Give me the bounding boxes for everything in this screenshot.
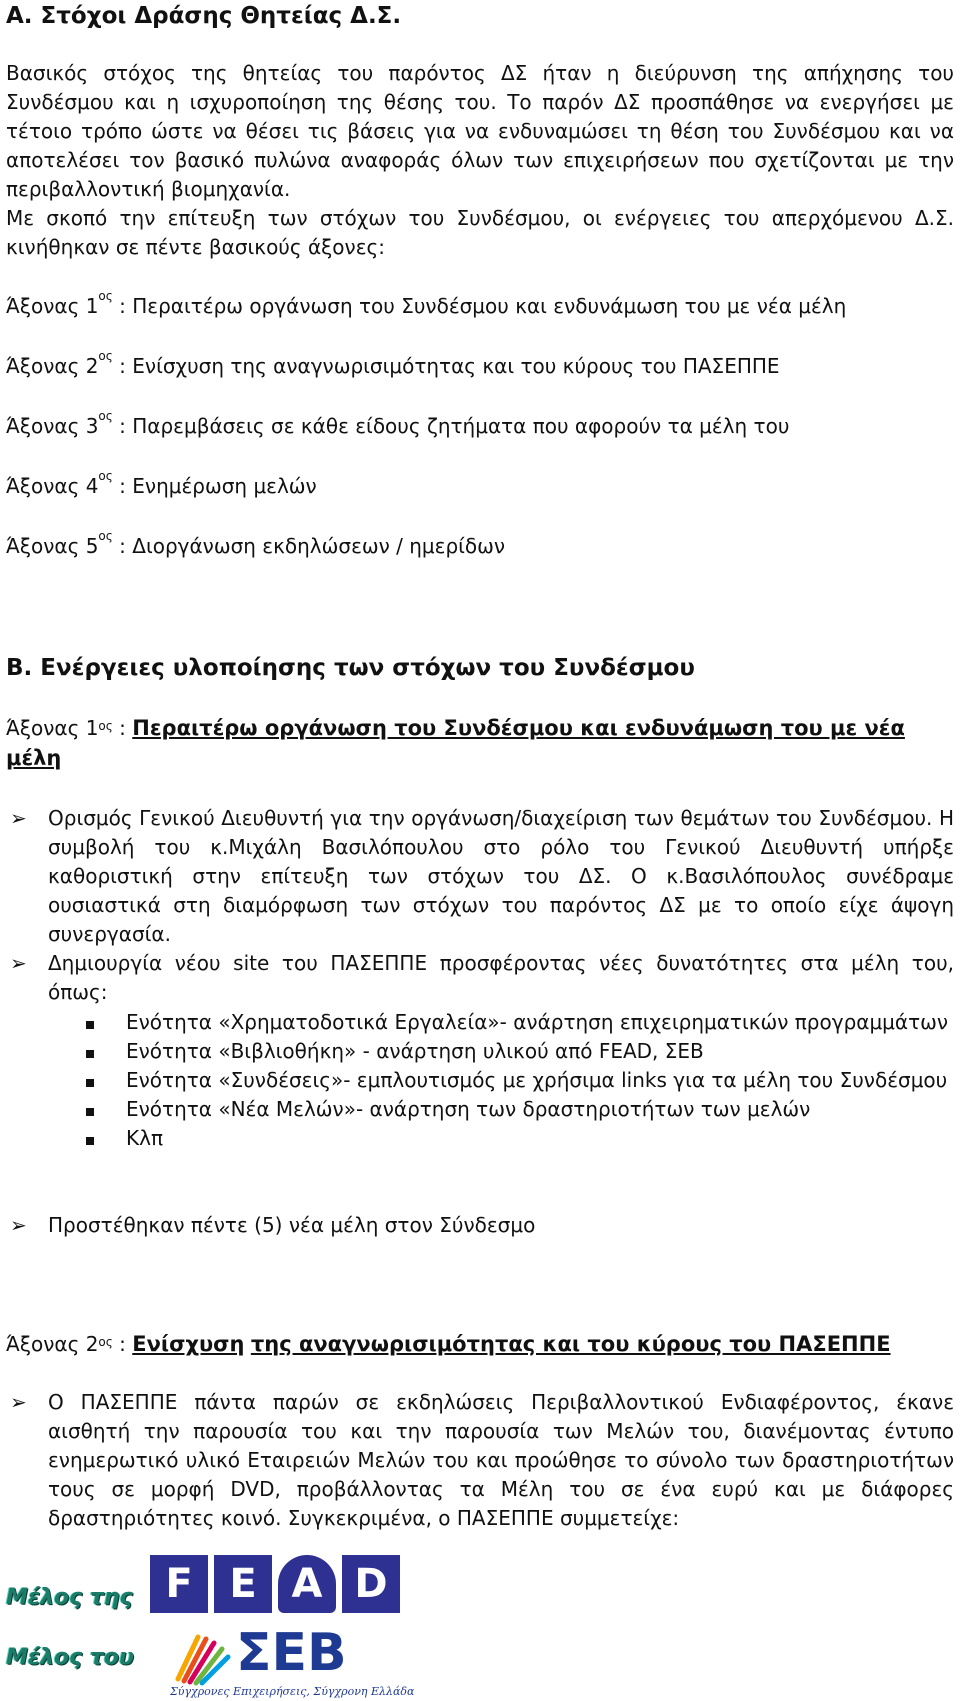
axis-4-prefix: Άξονας 4: [6, 474, 99, 498]
section-a-paragraph-1: Βασικός στόχος της θητείας του παρόντος ΔΣ ήταν η διεύρυνση της απήχησης του Συνδέσμου και η ισχυροποίηση της θέσης του. Το παρόν ΔΣ προσπάθησε να ενεργήσει με τέτοιο τρόπο ώστε να θέσει τις βάσεις για να ενδυναμώσει τη θέση του Συνδέσμου και να αποτελέσει τον βασικό πυλώνα αναφοράς όλων των επιχειρήσεων που σχετίζονται με την περιβαλλοντική βιομηχανία.: [6, 61, 954, 201]
axis-1-text: : Περαιτέρω οργάνωση του Συνδέσμου και ενδυνάμωση του με νέα μέλη: [112, 294, 847, 318]
section-a-paragraph-2: Με σκοπό την επίτευξη των στόχων του Συνδέσμου, οι ενέργειες του απερχόμενου Δ.Σ. κινήθηκαν σε πέντε βασικούς άξονες:: [6, 206, 954, 259]
axis-3-sup: ος: [98, 409, 113, 423]
axis-1-line: [6, 289, 954, 321]
arrow-bullet-icon: ➢: [10, 806, 27, 830]
list-item-bullet-4: [6, 1388, 954, 1533]
b-axis-1-title: Περαιτέρω οργάνωση του Συνδέσμου και ενδυνάμωση του με νέα μέλη: [6, 716, 905, 770]
sub-bullet-list: [0, 1008, 954, 1153]
axis-4-line: [6, 469, 954, 501]
seb-swoosh-icon: [170, 1625, 232, 1687]
square-bullet-icon: [0, 1124, 126, 1153]
sub-bullet-item: [0, 1066, 954, 1095]
sub-bullet-item: [0, 1037, 954, 1066]
section-b-axis-2-heading: [6, 1330, 954, 1359]
member-of-seb-label: Μέλος του: [6, 1645, 134, 1670]
list-item-bullet-2: [6, 949, 954, 1007]
square-bullet-icon: [0, 1095, 126, 1124]
seb-logo: [170, 1623, 415, 1699]
list-item-bullet-3: [6, 1211, 954, 1240]
axis-1-prefix: Άξονας 1: [6, 294, 99, 318]
b-axis-1-sep: :: [112, 716, 133, 740]
axis-1-sup: ος: [98, 289, 113, 303]
section-b-title-text: Ενέργειες υλοποίησης των στόχων του Συνδέσμου: [40, 655, 695, 681]
sub-bullet-5-text: Κλπ: [126, 1126, 163, 1150]
axis-2-prefix: Άξονας 2: [6, 354, 99, 378]
sub-bullet-1-text: Ενότητα «Χρηματοδοτικά Εργαλεία»- ανάρτηση επιχειρηματικών προγραμμάτων: [126, 1010, 949, 1034]
bullet-3-text: Προστέθηκαν πέντε (5) νέα μέλη στον Σύνδεσμο: [48, 1213, 536, 1237]
axis-3-prefix: Άξονας 3: [6, 414, 99, 438]
list-item-bullet-1: [6, 804, 954, 949]
b-axis-1-sup: ος: [98, 719, 113, 733]
bullet-2-text: Δημιουργία νέου site του ΠΑΣΕΠΠΕ προσφέροντας νέες δυνατότητες στα μέλη του, όπως:: [48, 951, 954, 1004]
axis-5-line: [6, 529, 954, 561]
bullet-4-text: Ο ΠΑΣΕΠΠΕ πάντα παρών σε εκδηλώσεις Περιβαλλοντικού Ενδιαφέροντος, έκανε αισθητή την παρουσία του και την παρουσία των Μελών του, διανέμοντας έντυπο ενημερωτικό υλικό Εταιρειών Μελών του και προώθησε το σύνολο των δραστηριοτήτων τους σε μορφή DVD, προβάλλοντας τα Μέλη του σε ένα ευρύ και με διάφορες δραστηριότητες κοινό. Συγκεκριμένα, ο ΠΑΣΕΠΠΕ συμμετείχε:: [48, 1390, 954, 1530]
sub-bullet-item: [0, 1008, 954, 1037]
axis-2-line: [6, 349, 954, 381]
fead-letter: D: [342, 1555, 400, 1613]
sub-bullet-item: [0, 1124, 954, 1153]
axis-5-prefix: Άξονας 5: [6, 534, 99, 558]
sub-bullet-3-text: Ενότητα «Συνδέσεις»- εμπλουτισμός με χρήσιμα links για τα μέλη του Συνδέσμου: [126, 1068, 948, 1092]
square-bullet-icon: [0, 1008, 126, 1037]
axis-3-line: [6, 409, 954, 441]
section-b-title: [6, 654, 695, 682]
axis-2-sup: ος: [98, 349, 113, 363]
sub-bullet-4-text: Ενότητα «Νέα Μελών»- ανάρτηση των δραστηριοτήτων των μελών: [126, 1097, 811, 1121]
seb-tagline: Σύγχρονες Επιχειρήσεις, Σύγχρονη Ελλάδα: [170, 1685, 415, 1698]
square-bullet-icon: [0, 1066, 126, 1095]
square-bullet-icon: [0, 1037, 126, 1066]
sub-bullet-item: [0, 1095, 954, 1124]
b-axis-1-prefix: Άξονας 1: [6, 716, 99, 740]
arrow-bullet-icon: ➢: [10, 1213, 27, 1237]
axis-4-text: : Ενημέρωση μελών: [112, 474, 317, 498]
fead-letter: A: [278, 1555, 336, 1613]
seb-logo-text: ΣΕΒ: [236, 1623, 347, 1683]
section-b-axis-1-heading: [6, 713, 954, 773]
b-axis-2-prefix: Άξονας 2: [6, 1332, 99, 1356]
axis-5-sup: ος: [98, 529, 113, 543]
sub-bullet-2-text: Ενότητα «Βιβλιοθήκη» - ανάρτηση υλικού από FEAD, ΣΕΒ: [126, 1039, 704, 1063]
axis-5-text: : Διοργάνωση εκδηλώσεων / ημερίδων: [112, 534, 506, 558]
b-axis-2-title-b: της αναγνωρισιμότητας και του κύρους του ΠΑΣΕΠΠΕ: [250, 1332, 891, 1356]
bullet-1-text: Ορισμός Γενικού Διευθυντή για την οργάνωση/διαχείριση των θεμάτων του Συνδέσμου. Η συμβολή του κ.Μιχάλη Βασιλόπουλου στο ρόλο του Γενικού Διευθυντή υπήρξε καθοριστική στην επίτευξη των στόχων του ΔΣ. Ο κ.Βασιλόπουλος συνέδραμε ουσιαστικά στη διαμόρφωση των στόχων του παρόντος ΔΣ με το οποίο είχε άψογη συνεργασία.: [48, 806, 954, 946]
section-b-title-prefix: Β.: [6, 655, 41, 681]
arrow-bullet-icon: ➢: [10, 951, 27, 975]
b-axis-2-sep: :: [112, 1332, 133, 1356]
section-a-title: Α. Στόχοι Δράσης Θητείας Δ.Σ.: [6, 3, 402, 29]
fead-logo: [150, 1555, 400, 1613]
arrow-bullet-icon: ➢: [10, 1390, 27, 1414]
axis-4-sup: ος: [98, 469, 113, 483]
member-of-fead-label: Μέλος της: [6, 1585, 133, 1610]
b-axis-2-sup: ος: [98, 1335, 113, 1349]
axis-3-text: : Παρεμβάσεις σε κάθε είδους ζητήματα που αφορούν τα μέλη του: [112, 414, 790, 438]
b-axis-2-title-a: Ενίσχυση: [132, 1332, 245, 1356]
axis-2-text: : Ενίσχυση της αναγνωρισιμότητας και του κύρους του ΠΑΣΕΠΠΕ: [112, 354, 780, 378]
fead-letter: E: [214, 1555, 272, 1613]
fead-letter: F: [150, 1555, 208, 1613]
